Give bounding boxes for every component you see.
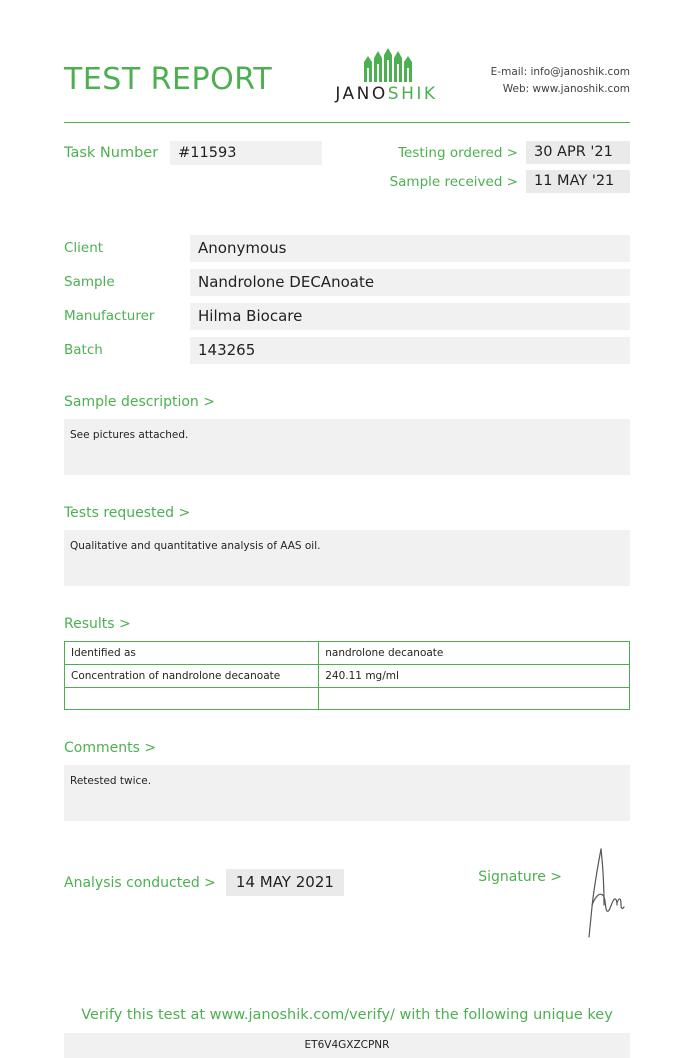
sample-received-value: 11 MAY '21	[526, 170, 630, 193]
manufacturer-value: Hilma Biocare	[190, 303, 630, 330]
results-cell-value: nandrolone decanoate	[319, 642, 630, 665]
results-cell-label: Identified as	[65, 642, 319, 665]
results-cell-value: 240.11 mg/ml	[319, 665, 630, 688]
analysis-row	[64, 869, 630, 943]
signature-icon	[574, 847, 630, 943]
sample-value: Nandrolone DECAnoate	[190, 269, 630, 296]
sample-description-box: See pictures attached.	[64, 419, 630, 475]
sample-description-heading: Sample description >	[64, 394, 215, 410]
unique-key: ET6V4GXZCPNR	[64, 1033, 630, 1058]
results-cell-value	[319, 688, 630, 710]
contact-email: E-mail: info@janoshik.com	[490, 66, 630, 78]
sample-label: Sample	[64, 274, 115, 290]
logo-wordmark	[335, 84, 437, 104]
task-dates	[390, 141, 630, 199]
report-header	[64, 0, 630, 104]
mountain-icon	[335, 48, 437, 82]
table-row	[65, 688, 630, 710]
info-fields	[64, 235, 630, 364]
signature-label: Signature >	[478, 869, 562, 885]
task-number-group	[64, 141, 322, 165]
testing-ordered-row	[390, 141, 630, 164]
task-number-label: Task Number	[64, 145, 159, 161]
batch-value: 143265	[190, 337, 630, 364]
comments-box: Retested twice.	[64, 765, 630, 821]
verify-text: Verify this test at www.janoshik.com/verify/ with the following unique key	[81, 1007, 613, 1023]
contact-block	[491, 64, 630, 98]
results-cell-label: Concentration of nandrolone decanoate	[65, 665, 319, 688]
testing-ordered-label: Testing ordered >	[398, 144, 518, 161]
info-row-client	[64, 235, 630, 262]
client-label: Client	[64, 240, 104, 256]
task-row	[64, 141, 630, 199]
tests-requested-box: Qualitative and quantitative analysis of AAS oil.	[64, 530, 630, 586]
janoshik-logo	[335, 48, 437, 104]
tests-requested-heading: Tests requested >	[64, 505, 191, 521]
sample-received-row	[390, 170, 630, 193]
info-row-manufacturer	[64, 303, 630, 330]
sample-received-label: Sample received >	[389, 173, 518, 190]
analysis-conducted-group	[64, 869, 344, 896]
table-row	[65, 665, 630, 688]
page-title: TEST REPORT	[64, 62, 273, 97]
task-number-value: #11593	[170, 141, 322, 165]
contact-web: Web: www.janoshik.com	[502, 83, 630, 95]
info-row-batch	[64, 337, 630, 364]
analysis-conducted-date: 14 MAY 2021	[226, 869, 344, 896]
testing-ordered-value: 30 APR '21	[526, 141, 630, 164]
results-heading: Results >	[64, 616, 131, 632]
results-cell-label	[65, 688, 319, 710]
logo-text-dark: JANO	[335, 84, 388, 104]
comments-heading: Comments >	[64, 740, 157, 756]
info-row-sample	[64, 269, 630, 296]
results-table	[64, 641, 630, 710]
logo-text-green: SHIK	[387, 84, 438, 104]
manufacturer-label: Manufacturer	[64, 308, 155, 324]
analysis-conducted-label: Analysis conducted >	[64, 874, 216, 891]
client-value: Anonymous	[190, 235, 630, 262]
header-divider	[64, 122, 630, 123]
signature-group	[478, 869, 630, 943]
batch-label: Batch	[64, 342, 103, 358]
table-row	[65, 642, 630, 665]
